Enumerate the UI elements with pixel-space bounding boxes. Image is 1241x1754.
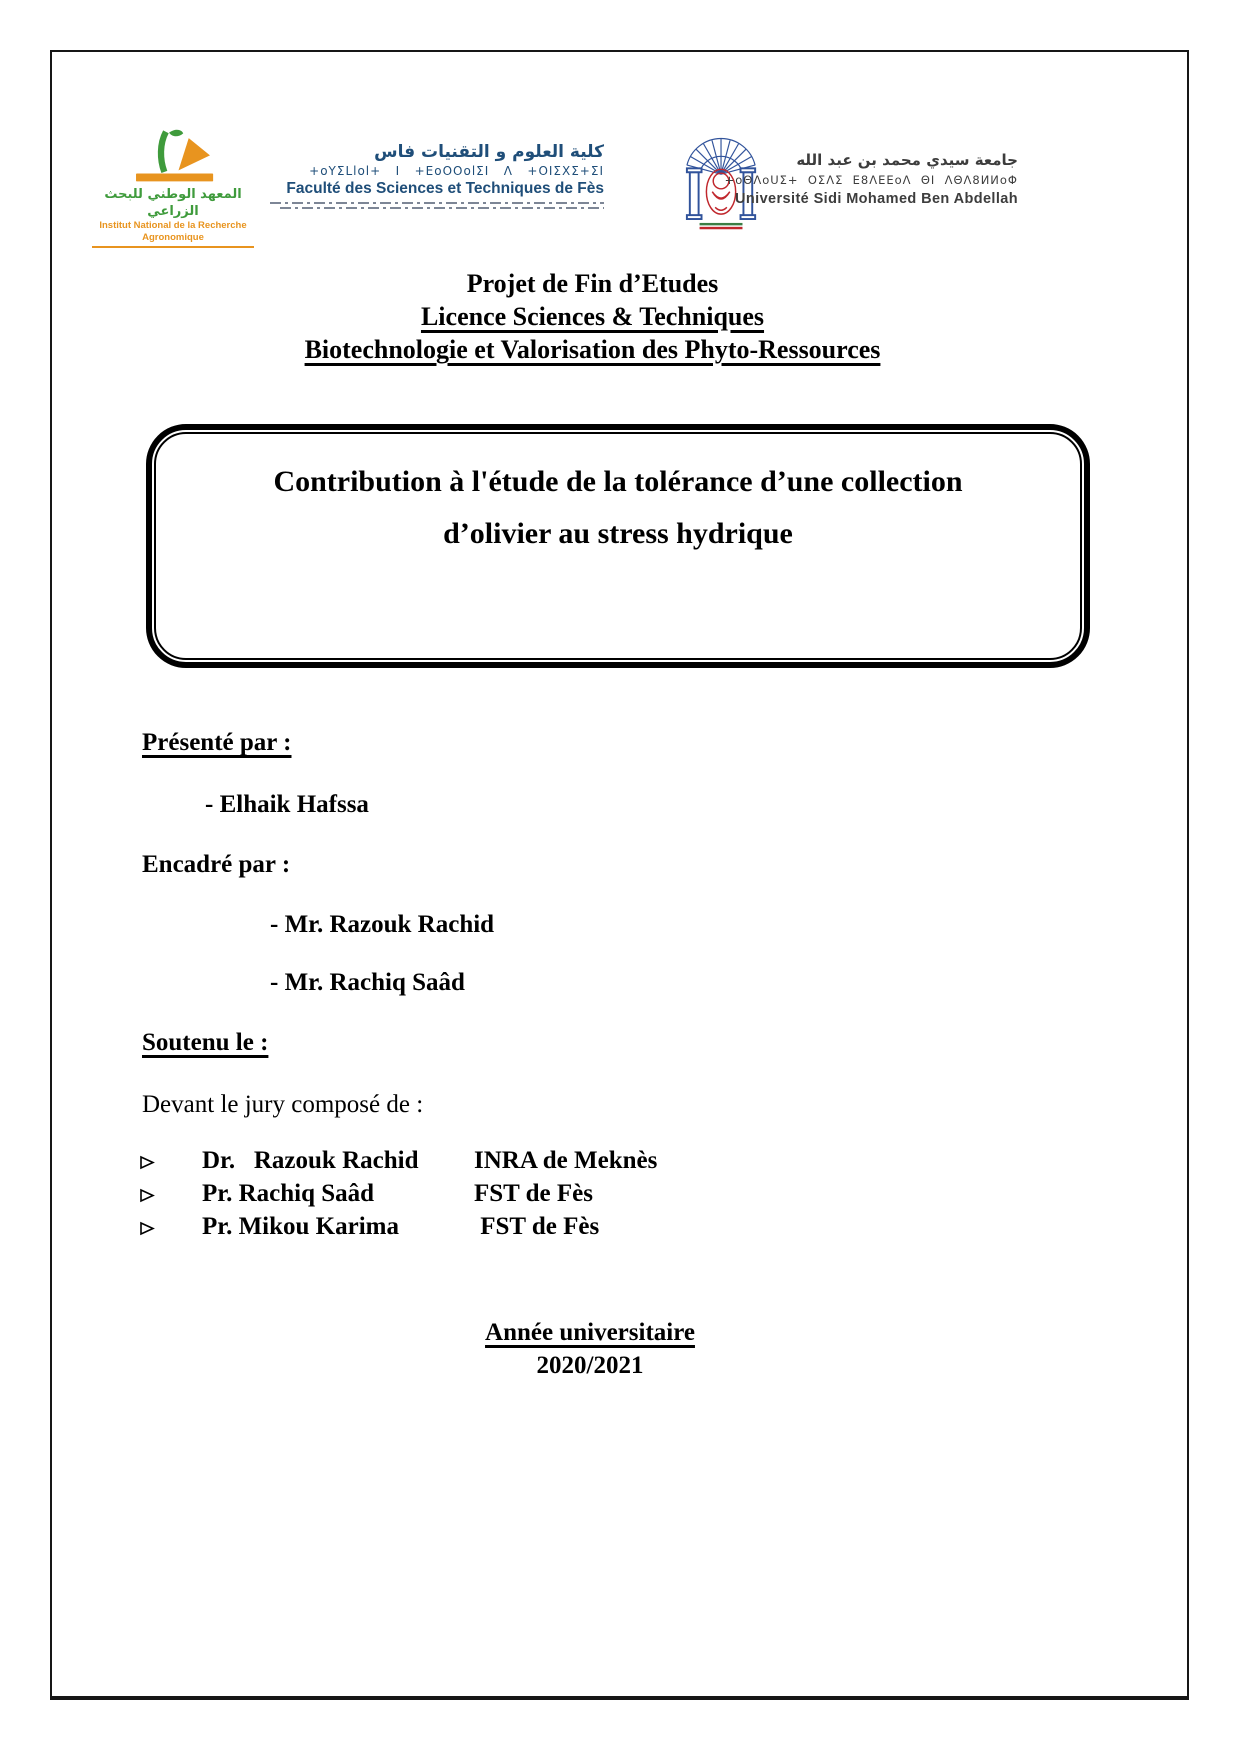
specialty-line: Biotechnologie et Valorisation des Phyto-Ressources [304,335,881,364]
student-name: - Elhaik Hafssa [205,791,369,818]
academic-year-block [440,1316,740,1382]
arrow-bullet-icon [140,1179,202,1209]
defense-date-label: Soutenu le : [142,1029,269,1056]
fst-divider-line [270,202,604,204]
fst-french-name: Faculté des Sciences et Techniques de Fès [286,180,604,197]
degree-line: Licence Sciences & Techniques [420,302,765,331]
academic-year-label: Année universitaire [485,1319,695,1346]
arrow-bullet-icon [140,1212,202,1242]
jury-row [140,1179,657,1212]
project-type-line: Projet de Fin d’Etudes [466,269,719,298]
jury-member-org: FST de Fès [474,1213,600,1240]
supervised-by-label: Encadré par : [142,851,291,878]
fst-tifinagh-name: +oYΣLlol+ I +EoOOolΣI Λ +OIΣXΣ+ΣI [309,164,604,178]
inra-plant-icon [114,128,232,186]
usmba-header [722,150,1018,208]
inra-arabic-name: المعهد الوطني للبحث الزراعي [104,187,242,219]
jury-row [140,1212,657,1245]
fst-arabic-name: كلية العلوم و التقنيات فاس [374,142,604,162]
academic-year-value: 2020/2021 [536,1352,644,1379]
thesis-title-line1: Contribution à l'étude de la tolérance d’une collection [273,465,963,498]
jury-member-org: FST de Fès [474,1180,593,1207]
fst-header [270,141,604,209]
jury-member-name: Dr. Razouk Rachid [202,1147,419,1174]
jury-row [140,1146,657,1179]
usmba-arabic-name: جامعة سيدي محمد بن عبد الله [796,151,1018,169]
usmba-tifinagh-name: +oΘΛoUΣ+ OΣΛΣ E8ΛEEoΛ ΘI ΛΘΛ8ИИoΦ [724,173,1018,187]
thesis-title [152,456,1084,560]
presented-by-label: Présenté par : [142,729,292,756]
title-box [146,424,1090,668]
inra-french-name: Institut National de la Recherche Agronomique [92,220,254,248]
thesis-title-line2: d’olivier au stress hydrique [443,517,793,550]
jury-member-name: Pr. Rachiq Saâd [202,1180,375,1207]
fst-divider-line-2 [280,207,604,209]
arrow-bullet-icon [140,1146,202,1176]
jury-list [140,1146,657,1245]
supervisor-name-2: - Mr. Rachiq Saâd [270,969,465,996]
jury-member-name: Pr. Mikou Karima [202,1213,399,1240]
supervisor-name-1: - Mr. Razouk Rachid [270,911,495,938]
jury-member-org: INRA de Meknès [474,1147,658,1174]
jury-intro: Devant le jury composé de : [142,1091,424,1118]
inra-logo [92,128,254,248]
usmba-french-name: Université Sidi Mohamed Ben Abdellah [735,191,1018,207]
